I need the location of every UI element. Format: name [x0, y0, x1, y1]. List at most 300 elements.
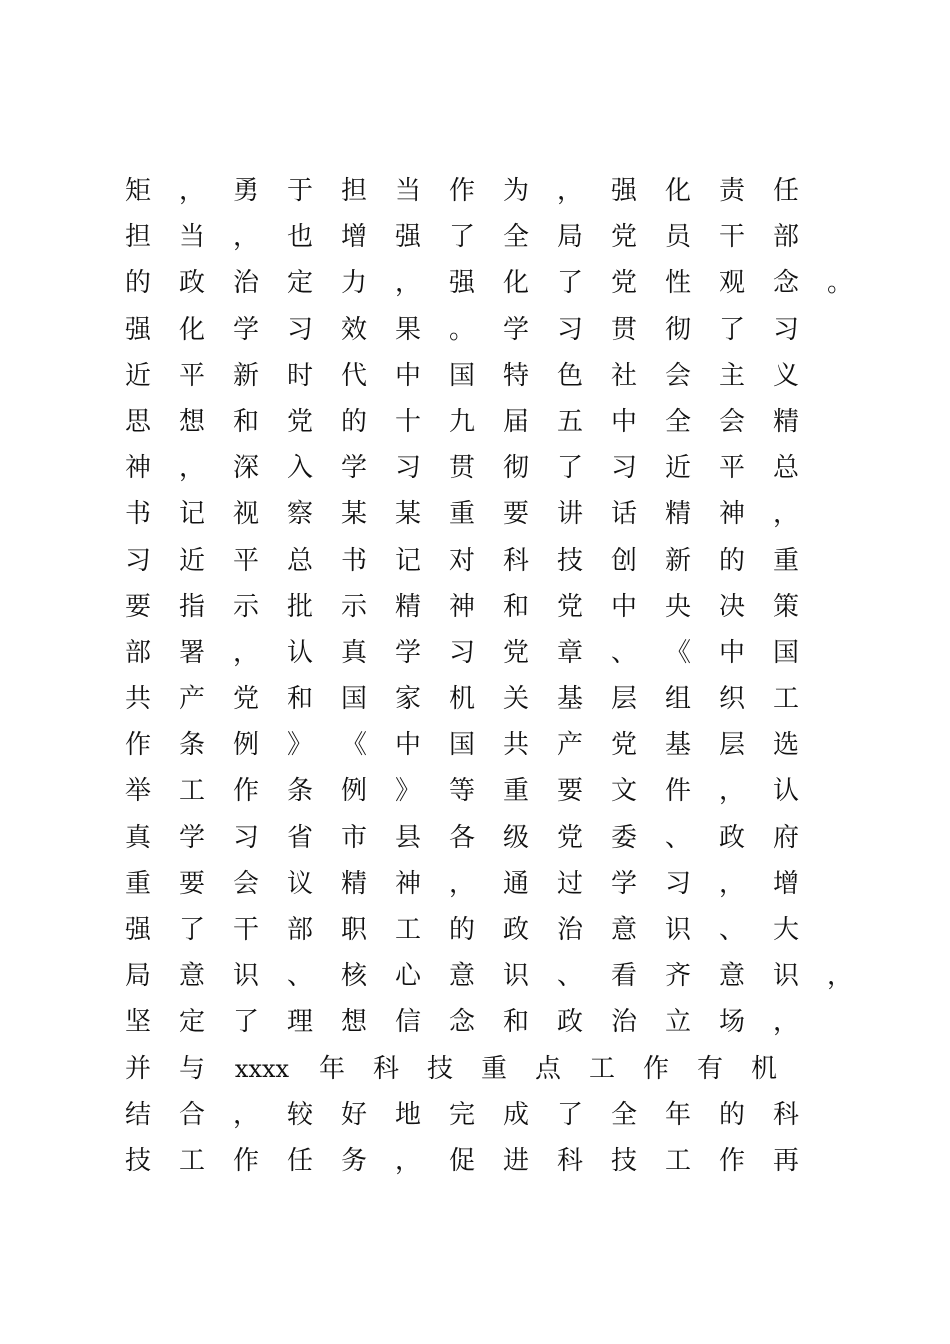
text-character: 了 — [718, 314, 745, 345]
text-character: 。 — [826, 268, 853, 299]
text-character: ， — [394, 268, 421, 299]
text-character: 技 — [556, 545, 583, 576]
text-character: 想 — [178, 406, 205, 437]
text-character: 策 — [772, 591, 799, 622]
text-character: 示 — [340, 591, 367, 622]
text-line — [124, 445, 824, 491]
text-character: 政 — [556, 1007, 583, 1038]
text-character: ， — [556, 176, 583, 206]
text-character: 时 — [286, 360, 313, 391]
text-character: 作 — [232, 776, 259, 807]
text-character: 通 — [502, 868, 529, 899]
text-character: 力 — [340, 268, 367, 299]
text-character: 过 — [556, 868, 583, 899]
text-character: 担 — [340, 176, 367, 206]
text-character: 层 — [718, 730, 745, 761]
text-character: 为 — [502, 176, 529, 206]
text-character: ， — [718, 776, 745, 807]
text-character: 近 — [178, 545, 205, 576]
text-character: 年 — [318, 1053, 345, 1084]
text-character: 五 — [556, 406, 583, 437]
text-character: 党 — [610, 268, 637, 299]
text-character: 科 — [502, 545, 529, 576]
text-character: 齐 — [664, 961, 691, 992]
text-character: 例 — [340, 776, 367, 807]
text-character: 真 — [124, 822, 151, 853]
text-character: 对 — [448, 545, 475, 576]
text-character: 局 — [556, 222, 583, 253]
text-character: 和 — [502, 591, 529, 622]
text-character: 色 — [556, 360, 583, 391]
text-character: 好 — [340, 1099, 367, 1130]
text-character: 性 — [664, 268, 691, 299]
text-character: 学 — [394, 637, 421, 668]
text-character: 结 — [124, 1099, 151, 1130]
text-character: 织 — [718, 684, 745, 715]
text-character: 技 — [610, 1145, 637, 1176]
text-character: 要 — [124, 591, 151, 622]
text-character: 特 — [502, 360, 529, 391]
text-character: 义 — [772, 360, 799, 391]
text-character: 中 — [610, 591, 637, 622]
text-character: 讲 — [556, 499, 583, 530]
text-character: 治 — [610, 1007, 637, 1038]
text-character: ， — [448, 868, 475, 899]
text-character: 定 — [286, 268, 313, 299]
text-character: 总 — [772, 453, 799, 484]
text-character: 市 — [340, 822, 367, 853]
text-character: 、 — [718, 915, 745, 945]
text-character: 中 — [394, 730, 421, 761]
text-character: 、 — [556, 961, 583, 992]
text-character: 学 — [502, 314, 529, 345]
text-character: 产 — [178, 684, 205, 715]
text-character: 了 — [556, 1099, 583, 1130]
text-line — [124, 214, 824, 260]
text-character: 成 — [502, 1099, 529, 1130]
text-line — [124, 307, 824, 353]
text-character: 习 — [772, 314, 799, 345]
text-character: 的 — [448, 915, 475, 945]
text-character: 神 — [448, 591, 475, 622]
text-character: 与 — [178, 1053, 205, 1084]
text-character: 强 — [610, 176, 637, 206]
text-character: 平 — [178, 360, 205, 391]
text-character: 平 — [718, 453, 745, 484]
text-line — [124, 399, 824, 445]
text-character: 关 — [502, 684, 529, 715]
text-character: 近 — [124, 360, 151, 391]
text-character: 部 — [772, 222, 799, 253]
text-character: 届 — [502, 406, 529, 437]
text-character: 看 — [610, 961, 637, 992]
text-character: 责 — [718, 176, 745, 206]
text-character: 署 — [178, 637, 205, 668]
text-character: 话 — [610, 499, 637, 530]
text-line — [124, 1092, 824, 1138]
text-character: 党 — [556, 591, 583, 622]
text-character: 点 — [534, 1053, 561, 1084]
text-character: 总 — [286, 545, 313, 576]
text-character: 府 — [772, 822, 799, 853]
text-line — [124, 768, 824, 814]
text-character: 坚 — [124, 1007, 151, 1038]
text-character: 学 — [340, 453, 367, 484]
text-character: 党 — [610, 730, 637, 761]
text-character: 党 — [232, 684, 259, 715]
text-character: 习 — [448, 637, 475, 668]
text-character: 化 — [664, 176, 691, 206]
text-character: 指 — [178, 591, 205, 622]
text-character: 和 — [232, 406, 259, 437]
text-character: 了 — [556, 453, 583, 484]
text-character: 当 — [178, 222, 205, 253]
text-character: 了 — [232, 1007, 259, 1038]
text-character: 强 — [394, 222, 421, 253]
text-line — [124, 1046, 824, 1092]
text-character: 、 — [664, 822, 691, 853]
text-character: 心 — [394, 961, 421, 992]
text-character: 要 — [556, 776, 583, 807]
text-character: 工 — [588, 1053, 615, 1084]
text-character: ， — [232, 1099, 259, 1130]
text-character: 和 — [502, 1007, 529, 1038]
text-line — [124, 168, 824, 214]
text-character: 贯 — [610, 314, 637, 345]
text-character: 《 — [664, 637, 691, 668]
text-character: 进 — [502, 1145, 529, 1176]
text-character: 部 — [124, 637, 151, 668]
text-character: 重 — [124, 868, 151, 899]
text-character: 工 — [664, 1145, 691, 1176]
text-character: 全 — [610, 1099, 637, 1130]
text-character: 的 — [718, 1099, 745, 1130]
text-line — [124, 353, 824, 399]
text-character: 家 — [394, 684, 421, 715]
text-character: 果 — [394, 314, 421, 345]
text-character: 习 — [232, 822, 259, 853]
text-character: ， — [826, 961, 853, 992]
text-character: 议 — [286, 868, 313, 899]
text-character: 条 — [178, 730, 205, 761]
text-line — [124, 491, 824, 537]
text-character: 当 — [394, 176, 421, 206]
text-character: 某 — [340, 499, 367, 530]
text-character: 工 — [178, 776, 205, 807]
text-character: 科 — [772, 1099, 799, 1130]
text-character: 政 — [178, 268, 205, 299]
document-body-text — [124, 168, 853, 1184]
text-character: 习 — [664, 868, 691, 899]
text-line — [124, 907, 824, 953]
text-character: 党 — [556, 822, 583, 853]
text-character: 省 — [286, 822, 313, 853]
text-character: 识 — [502, 961, 529, 992]
text-line — [124, 630, 824, 676]
text-character: 重 — [448, 499, 475, 530]
text-character: 作 — [718, 1145, 745, 1176]
text-character: 全 — [664, 406, 691, 437]
text-character: 了 — [556, 268, 583, 299]
text-character: 强 — [124, 314, 151, 345]
text-character: 十 — [394, 406, 421, 437]
text-character: ， — [772, 499, 799, 530]
text-character: 信 — [394, 1007, 421, 1038]
text-character: 科 — [556, 1145, 583, 1176]
text-character: 认 — [772, 776, 799, 807]
text-character: 书 — [340, 545, 367, 576]
text-character: 任 — [772, 176, 799, 206]
text-character: ， — [178, 176, 205, 206]
text-character: 任 — [286, 1145, 313, 1176]
text-character: 中 — [610, 406, 637, 437]
text-character: 举 — [124, 776, 151, 807]
text-character: 勇 — [232, 176, 259, 206]
text-line — [124, 999, 824, 1045]
text-character: 化 — [178, 314, 205, 345]
text-character: 习 — [394, 453, 421, 484]
text-character: 全 — [502, 222, 529, 253]
text-character: 主 — [718, 360, 745, 391]
text-character: 会 — [664, 360, 691, 391]
text-character: 机 — [750, 1053, 777, 1084]
text-character: 效 — [340, 314, 367, 345]
text-character: 再 — [772, 1145, 799, 1176]
text-character: ， — [394, 1145, 421, 1176]
text-character: 意 — [178, 961, 205, 992]
text-character: 国 — [448, 730, 475, 761]
text-character: 精 — [394, 591, 421, 622]
text-character: ， — [178, 453, 205, 484]
text-character: 国 — [448, 360, 475, 391]
text-character: 共 — [124, 684, 151, 715]
text-character: 例 — [232, 730, 259, 761]
text-character: 立 — [664, 1007, 691, 1038]
text-character: 地 — [394, 1099, 421, 1130]
text-character: 要 — [502, 499, 529, 530]
text-character: 选 — [772, 730, 799, 761]
text-character: 层 — [610, 684, 637, 715]
text-character: 强 — [124, 915, 151, 945]
text-character: 》 — [394, 776, 421, 807]
text-character: 增 — [772, 868, 799, 899]
text-character: 党 — [610, 222, 637, 253]
text-character: 入 — [286, 453, 313, 484]
text-line — [124, 1138, 824, 1184]
text-character: 员 — [664, 222, 691, 253]
text-character: 机 — [448, 684, 475, 715]
text-character: ， — [772, 1007, 799, 1038]
text-character: 科 — [372, 1053, 399, 1084]
text-character: 职 — [340, 915, 367, 945]
text-character: 治 — [232, 268, 259, 299]
text-character: 较 — [286, 1099, 313, 1130]
text-character: 书 — [124, 499, 151, 530]
text-character: 有 — [696, 1053, 723, 1084]
text-character: 矩 — [124, 176, 151, 206]
text-character: 促 — [448, 1145, 475, 1176]
text-character: 九 — [448, 406, 475, 437]
text-character: ， — [232, 637, 259, 668]
text-character: 识 — [664, 915, 691, 945]
text-character: 神 — [718, 499, 745, 530]
text-character: 担 — [124, 222, 151, 253]
text-character: 学 — [232, 314, 259, 345]
text-character: 《 — [340, 730, 367, 761]
text-character: 增 — [340, 222, 367, 253]
text-character: 示 — [232, 591, 259, 622]
text-character: 精 — [340, 868, 367, 899]
text-line — [124, 676, 824, 722]
text-character: 大 — [772, 915, 799, 945]
text-character: 级 — [502, 822, 529, 853]
text-character: 精 — [664, 499, 691, 530]
text-character: 基 — [556, 684, 583, 715]
text-character: 于 — [286, 176, 313, 206]
text-character: 观 — [718, 268, 745, 299]
text-character: 学 — [178, 822, 205, 853]
text-character: 创 — [610, 545, 637, 576]
text-character: 县 — [394, 822, 421, 853]
text-character: 合 — [178, 1099, 205, 1130]
text-character: 中 — [718, 637, 745, 668]
text-character: 彻 — [664, 314, 691, 345]
text-line — [124, 953, 853, 999]
text-character: 习 — [556, 314, 583, 345]
text-character: 条 — [286, 776, 313, 807]
text-line — [124, 861, 824, 907]
text-character: 决 — [718, 591, 745, 622]
text-character: 习 — [124, 545, 151, 576]
text-character: 意 — [448, 961, 475, 992]
text-character: 工 — [394, 915, 421, 945]
text-character: xxxx — [234, 1054, 290, 1083]
text-character: 了 — [178, 915, 205, 945]
text-character: 新 — [664, 545, 691, 576]
text-character: 化 — [502, 268, 529, 299]
text-character: 某 — [394, 499, 421, 530]
text-character: 等 — [448, 776, 475, 807]
text-character: 政 — [718, 822, 745, 853]
text-character: 习 — [286, 314, 313, 345]
text-character: 作 — [642, 1053, 669, 1084]
text-line — [124, 260, 853, 306]
text-character: 并 — [124, 1053, 151, 1084]
text-character: 共 — [502, 730, 529, 761]
text-character: 党 — [286, 406, 313, 437]
text-character: 想 — [340, 1007, 367, 1038]
text-character: 国 — [340, 684, 367, 715]
text-character: 件 — [664, 776, 691, 807]
text-character: 会 — [232, 868, 259, 899]
text-character: 局 — [124, 961, 151, 992]
text-character: 部 — [286, 915, 313, 945]
text-character: 念 — [448, 1007, 475, 1038]
text-character: 定 — [178, 1007, 205, 1038]
text-character: 政 — [502, 915, 529, 945]
text-character: 念 — [772, 268, 799, 299]
text-character: 识 — [772, 961, 799, 992]
text-character: 察 — [286, 499, 313, 530]
text-character: 神 — [394, 868, 421, 899]
text-character: 干 — [718, 222, 745, 253]
text-character: 委 — [610, 822, 637, 853]
text-character: 场 — [718, 1007, 745, 1038]
text-character: 也 — [286, 222, 313, 253]
text-character: 要 — [178, 868, 205, 899]
text-character: 批 — [286, 591, 313, 622]
text-character: 组 — [664, 684, 691, 715]
text-character: 务 — [340, 1145, 367, 1176]
text-character: 理 — [286, 1007, 313, 1038]
text-character: 思 — [124, 406, 151, 437]
text-line — [124, 584, 824, 630]
text-character: 作 — [232, 1145, 259, 1176]
text-character: 完 — [448, 1099, 475, 1130]
text-character: 国 — [772, 637, 799, 668]
text-character: 彻 — [502, 453, 529, 484]
text-character: 平 — [232, 545, 259, 576]
text-character: 文 — [610, 776, 637, 807]
text-character: 重 — [480, 1053, 507, 1084]
text-character: 代 — [340, 360, 367, 391]
text-character: 作 — [124, 730, 151, 761]
text-character: 中 — [394, 360, 421, 391]
text-character: 习 — [610, 453, 637, 484]
text-character: 工 — [178, 1145, 205, 1176]
text-character: 强 — [448, 268, 475, 299]
text-character: 了 — [448, 222, 475, 253]
text-character: 干 — [232, 915, 259, 945]
text-character: 各 — [448, 822, 475, 853]
text-character: 。 — [448, 314, 475, 345]
text-character: 记 — [178, 499, 205, 530]
text-character: 年 — [664, 1099, 691, 1130]
text-character: 视 — [232, 499, 259, 530]
text-character: 新 — [232, 360, 259, 391]
text-character: 的 — [340, 406, 367, 437]
text-character: 认 — [286, 637, 313, 668]
text-character: 近 — [664, 453, 691, 484]
text-character: 产 — [556, 730, 583, 761]
text-character: 重 — [772, 545, 799, 576]
text-character: 记 — [394, 545, 421, 576]
text-character: 社 — [610, 360, 637, 391]
text-character: 识 — [232, 961, 259, 992]
text-character: 会 — [718, 406, 745, 437]
text-line — [124, 538, 824, 584]
text-character: 》 — [286, 730, 313, 761]
text-character: 治 — [556, 915, 583, 945]
text-character: 技 — [426, 1053, 453, 1084]
text-character: 作 — [448, 176, 475, 206]
text-character: 、 — [286, 961, 313, 992]
text-character: 党 — [502, 637, 529, 668]
text-character: 神 — [124, 453, 151, 484]
text-character: 工 — [772, 684, 799, 715]
text-character: 重 — [502, 776, 529, 807]
text-character: 的 — [124, 268, 151, 299]
text-character: 、 — [610, 637, 637, 668]
text-character: 章 — [556, 637, 583, 668]
text-character: 贯 — [448, 453, 475, 484]
text-character: 深 — [232, 453, 259, 484]
text-line — [124, 722, 824, 768]
text-character: 核 — [340, 961, 367, 992]
text-character: 意 — [610, 915, 637, 945]
text-character: ， — [232, 222, 259, 253]
text-character: 技 — [124, 1145, 151, 1176]
